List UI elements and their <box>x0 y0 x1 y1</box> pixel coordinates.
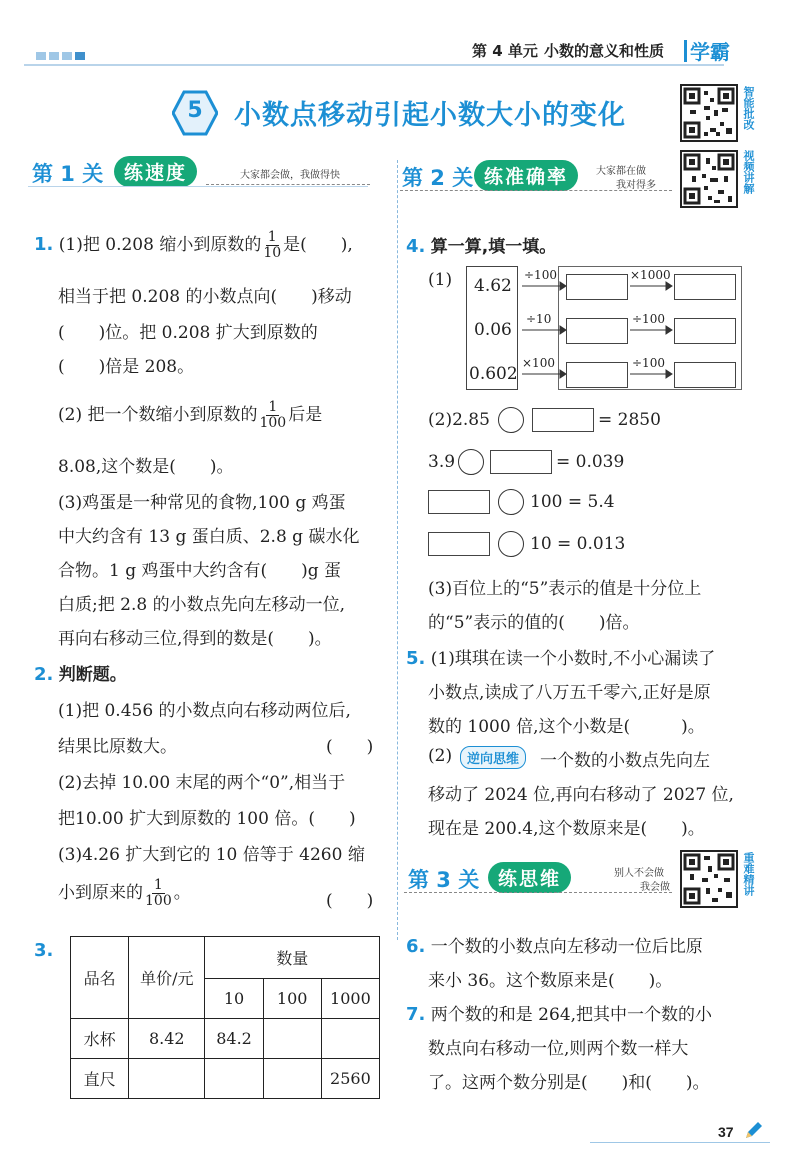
q4-operator-circle[interactable] <box>498 407 524 433</box>
question-1 <box>34 230 353 261</box>
qr-code-grading[interactable] <box>680 84 738 142</box>
qr-code-video[interactable] <box>680 150 738 208</box>
q4-answer-box[interactable] <box>674 318 736 344</box>
q1-part2-line1: (2) 把一个数缩小到原数的 $\frac{1}{100}$ 后是 <box>58 399 323 431</box>
question-6: 6. 一个数的小数点向左移动一位后比原 <box>406 936 703 957</box>
q5-part2-line2: 移动了 2024 位,再向右移动了 2027 位, <box>428 785 734 805</box>
q4-operation: ÷100 <box>632 356 665 370</box>
page-number: 37 <box>718 1124 734 1140</box>
q4-eq3-rhs: 100 = 5.4 <box>530 492 615 512</box>
section-1-rule <box>28 186 368 187</box>
question-2 <box>34 660 127 685</box>
header-divider <box>684 40 687 62</box>
q4-part3-line1: (3)百位上的“5”表示的值是十分位上 <box>428 579 702 599</box>
section-2-underline <box>400 190 672 191</box>
lesson-number: 5 <box>187 98 203 123</box>
q4-answer-box[interactable] <box>674 274 736 300</box>
q1-part1-text-a: (1)把 0.208 缩小到原数的 <box>58 235 262 255</box>
q4-operation: ×1000 <box>630 268 671 282</box>
q1-part3-line1: (3)鸡蛋是一种常见的食物,100 g 鸡蛋 <box>58 493 346 513</box>
question-number: 7. <box>406 1004 426 1025</box>
header-topic: 小数的意义和性质 <box>544 42 665 60</box>
q2-line6: 小到原来的 $\frac{1}{100}$ 。 <box>58 877 191 909</box>
q7-line2: 数点向右移动一位,则两个数一样大 <box>428 1039 689 1059</box>
section-3-pill: 练思维 <box>488 862 571 893</box>
q4-part1-label: (1) <box>428 270 453 290</box>
question-4 <box>406 232 556 257</box>
section-1-title: 第 1 关 <box>32 162 104 186</box>
section-3-tagline-1: 别人不会做 <box>614 868 664 879</box>
q1-part3-line2: 中大约含有 13 g 蛋白质、2.8 g 碳水化 <box>58 527 360 547</box>
arrow-right-icon <box>666 370 672 378</box>
brand-logo: 学霸 <box>690 40 730 64</box>
section-1-tagline: 大家都会做，我做得快 <box>240 170 340 181</box>
question-5: 5. (1)琪琪在读一个小数时,不小心漏读了 <box>406 648 716 669</box>
question-3-number: 3. <box>34 940 54 961</box>
section-3-underline <box>404 892 672 893</box>
q1-part1-text-b: 是( ), <box>283 235 353 255</box>
q4-answer-box[interactable] <box>566 274 628 300</box>
column-divider <box>397 160 398 940</box>
question-number: 4. <box>406 236 426 257</box>
table-header-qty-1000: 1000 <box>321 979 379 1019</box>
q4-answer-box[interactable] <box>428 532 490 556</box>
table-header-name: 品名 <box>71 937 129 1019</box>
fraction: $\frac{1}{10}$ <box>263 229 282 261</box>
table-header-qty-10: 10 <box>205 979 263 1019</box>
q4-operation: ÷100 <box>632 312 665 326</box>
qr-caption-grading: 智能批改 <box>742 86 755 130</box>
q4-eq2-lhs: 3.9 <box>428 452 456 472</box>
q4-part3-line2: 的“5”表示的值的( )倍。 <box>428 613 640 633</box>
q1-part2-line2: 8.08,这个数是( )。 <box>58 457 234 477</box>
q4-title: 算一算,填一填。 <box>430 237 557 257</box>
lesson-title: 小数点移动引起小数大小的变化 <box>234 100 626 131</box>
q4-eq2-rhs: = 0.039 <box>556 452 625 472</box>
table-header-price: 单价/元 <box>129 937 205 1019</box>
q4-start-value: 0.602 <box>469 364 518 384</box>
arrow-right-icon <box>666 326 672 334</box>
section-3-title: 第 3 关 <box>408 868 480 892</box>
qr-code-icon <box>682 86 736 140</box>
question-7: 7. 两个数的和是 264,把其中一个数的小 <box>406 1004 713 1025</box>
q2-answer-paren-1[interactable]: ( ) <box>326 737 374 757</box>
question-number: 5. <box>406 648 426 669</box>
question-number: 1. <box>34 234 54 255</box>
q2-line5: (3)4.26 扩大到它的 10 倍等于 4260 缩 <box>58 845 365 865</box>
qr-caption-key-points: 重难精讲 <box>742 852 755 896</box>
q4-operator-circle[interactable] <box>458 449 484 475</box>
q1-part1-line3: ( )位。把 0.208 扩大到原数的 <box>58 323 318 343</box>
section-3-tagline-2: 我会做 <box>640 882 670 893</box>
qr-code-key-points[interactable] <box>680 850 738 908</box>
q4-part2-label: (2)2.85 <box>428 410 490 430</box>
table-header-qty: 数量 <box>205 937 380 979</box>
question-number: 6. <box>406 936 426 957</box>
section-1-pill: 练速度 <box>114 156 197 187</box>
q5-part2-line3: 现在是 200.4,这个数原来是( )。 <box>428 819 705 839</box>
header-unit: 第 4 单元 <box>472 42 538 60</box>
section-2-pill: 练准确率 <box>474 160 578 191</box>
q4-eq4-rhs: 10 = 0.013 <box>530 534 626 554</box>
fraction: $\frac{1}{100}$ <box>145 877 172 909</box>
q1-part3-line5: 再向右移动三位,得到的数是( )。 <box>58 629 332 649</box>
q2-line3: (2)去掉 10.00 末尾的两个“0”,相当于 <box>58 773 346 793</box>
q1-part3-line3: 合物。1 g 鸡蛋中大约含有( )g 蛋 <box>58 561 342 581</box>
q1-part1-line2: 相当于把 0.208 的小数点向( )移动 <box>58 287 352 307</box>
reverse-thinking-badge: 逆向思维 <box>460 746 526 769</box>
pencil-icon <box>742 1120 764 1142</box>
table-row: 直尺 2560 <box>71 1059 380 1099</box>
section-1-underline <box>206 184 370 185</box>
q4-operation: ÷100 <box>524 268 557 282</box>
section-2-tagline-2: 我对得多 <box>616 180 656 191</box>
q6-line2: 来小 36。这个数原来是( )。 <box>428 971 673 991</box>
footer-rule <box>590 1142 770 1143</box>
question-number: 2. <box>34 664 54 685</box>
q5-part2-line1: 一个数的小数点先向左 <box>540 751 710 771</box>
q4-operator-circle[interactable] <box>498 489 524 515</box>
q5-part2-label: (2) <box>428 746 453 766</box>
q2-line2: 结果比原数大。 <box>58 737 177 757</box>
q4-answer-box[interactable] <box>566 362 628 388</box>
lesson-number-badge <box>172 90 218 136</box>
q7-line3: 了。这两个数分别是( )和( )。 <box>428 1073 710 1093</box>
q2-title: 判断题。 <box>58 665 127 685</box>
q2-line1: (1)把 0.456 的小数点向右移动两位后, <box>58 701 351 721</box>
q4-operation: ×100 <box>522 356 555 370</box>
q4-start-value: 4.62 <box>474 276 512 296</box>
q4-start-value: 0.06 <box>474 320 512 340</box>
header-rule <box>24 64 724 66</box>
arrow-right-icon <box>666 282 672 290</box>
q4-eq1-rhs: = 2850 <box>598 410 661 430</box>
q4-answer-box[interactable] <box>428 490 490 514</box>
q4-answer-box[interactable] <box>490 450 552 474</box>
section-2-tagline-1: 大家都在做 <box>596 166 646 177</box>
table-row: 水杯 8.42 84.2 <box>71 1019 380 1059</box>
section-2-title: 第 2 关 <box>402 166 474 190</box>
q1-part1-line4: ( )倍是 208。 <box>58 357 195 377</box>
q4-operation: ÷10 <box>526 312 552 326</box>
q4-answer-box[interactable] <box>566 318 628 344</box>
table-header-qty-100: 100 <box>263 979 321 1019</box>
q4-operator-circle[interactable] <box>498 531 524 557</box>
q5-part1-line3: 数的 1000 倍,这个小数是( )。 <box>428 717 705 737</box>
fraction: $\frac{1}{100}$ <box>259 399 287 431</box>
q1-part3-line4: 白质;把 2.8 的小数点先向左移动一位, <box>58 595 345 615</box>
q2-answer-paren-3[interactable]: ( ) <box>326 891 374 911</box>
header-decoration <box>36 52 85 60</box>
qr-code-icon <box>682 152 736 206</box>
qr-code-icon <box>682 852 736 906</box>
q4-answer-box[interactable] <box>532 408 594 432</box>
q4-answer-box[interactable] <box>674 362 736 388</box>
price-table <box>70 936 380 1099</box>
qr-caption-video: 视频讲解 <box>742 150 755 194</box>
q5-part1-line2: 小数点,读成了八万五千零六,正好是原 <box>428 683 711 703</box>
q2-line4: 把10.00 扩大到原数的 100 倍。( ) <box>58 809 356 829</box>
